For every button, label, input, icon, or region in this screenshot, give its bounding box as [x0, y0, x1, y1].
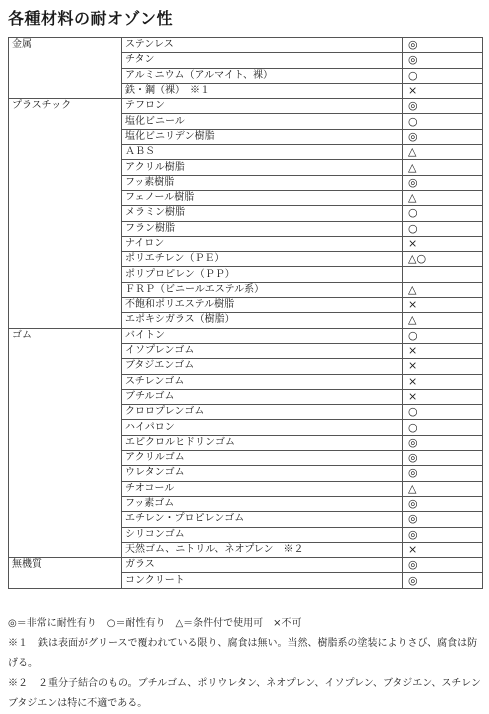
material-cell: ガラス: [122, 558, 403, 573]
material-cell: ポリエチレン（ＰＥ）: [122, 252, 403, 267]
material-cell: ＡＢＳ: [122, 145, 403, 160]
rating-legend: ◎＝非常に耐性有り ○＝耐性有り △＝条件付で使用可 ×不可: [8, 618, 302, 629]
material-cell: ナイロン: [122, 236, 403, 251]
rating-cell: ×: [403, 236, 483, 251]
page-title: 各種材料の耐オゾン性: [8, 9, 174, 28]
table-body: [9, 38, 483, 589]
rating-cell: ◎: [403, 129, 483, 144]
material-cell: エチレン・プロピレンゴム: [122, 512, 403, 527]
category-cell: 金属: [9, 38, 122, 99]
footnote-2: ※２ ２重分子結合のもの。ブチルゴム、ポリウレタン、ネオプレン、イソプレン、ブタジエン、スチレンブタジエンは特に不適である。: [8, 678, 481, 709]
rating-cell: ○: [403, 114, 483, 129]
rating-cell: ◎: [403, 496, 483, 511]
material-cell: ウレタンゴム: [122, 466, 403, 481]
rating-cell: ○: [403, 420, 483, 435]
rating-cell: ○: [403, 221, 483, 236]
rating-cell: ◎: [403, 527, 483, 542]
material-cell: コンクリート: [122, 573, 403, 588]
material-cell: メラミン樹脂: [122, 206, 403, 221]
rating-cell: ○: [403, 206, 483, 221]
rating-cell: ◎: [403, 573, 483, 588]
rating-cell: ×: [403, 83, 483, 98]
material-cell: フェノール樹脂: [122, 190, 403, 205]
material-cell: クロロプレンゴム: [122, 405, 403, 420]
rating-cell: ◎: [403, 558, 483, 573]
rating-cell: ○: [403, 328, 483, 343]
rating-cell: ○: [403, 405, 483, 420]
rating-cell: ◎: [403, 435, 483, 450]
material-cell: ブチルゴム: [122, 389, 403, 404]
material-cell: 天然ゴム、ニトリル、ネオプレン ※２: [122, 542, 403, 557]
rating-cell: ◎: [403, 175, 483, 190]
material-cell: アクリル樹脂: [122, 160, 403, 175]
table-row: [9, 328, 483, 343]
rating-cell: △: [403, 481, 483, 496]
material-cell: 塩化ビニリデン樹脂: [122, 129, 403, 144]
rating-cell: ◎: [403, 53, 483, 68]
ozone-resistance-table: [8, 37, 483, 589]
material-cell: フッ素樹脂: [122, 175, 403, 190]
rating-cell: ×: [403, 542, 483, 557]
rating-cell: ◎: [403, 451, 483, 466]
material-cell: エピクロルヒドリンゴム: [122, 435, 403, 450]
rating-cell: ×: [403, 374, 483, 389]
category-cell: ゴム: [9, 328, 122, 557]
rating-cell: ×: [403, 389, 483, 404]
rating-cell: ○: [403, 68, 483, 83]
footnote-1: ※１ 鉄は表面がグリースで覆われている限り、腐食は無い。当然、樹脂系の塗装によりさび、腐食は防げる。: [8, 638, 478, 669]
rating-cell: △: [403, 145, 483, 160]
material-cell: チタン: [122, 53, 403, 68]
material-cell: バイトン: [122, 328, 403, 343]
table-row: [9, 99, 483, 114]
rating-cell: ◎: [403, 512, 483, 527]
rating-cell: ×: [403, 359, 483, 374]
material-cell: エポキシガラス（樹脂）: [122, 313, 403, 328]
rating-cell: △○: [403, 252, 483, 267]
rating-cell: △: [403, 190, 483, 205]
material-cell: フラン樹脂: [122, 221, 403, 236]
material-cell: アルミニウム（アルマイト、裸）: [122, 68, 403, 83]
material-cell: イソプレンゴム: [122, 343, 403, 358]
category-cell: 無機質: [9, 558, 122, 589]
material-cell: スチレンゴム: [122, 374, 403, 389]
table-row: [9, 558, 483, 573]
material-cell: フッ素ゴム: [122, 496, 403, 511]
material-cell: ブタジエンゴム: [122, 359, 403, 374]
material-cell: 不飽和ポリエステル樹脂: [122, 298, 403, 313]
material-cell: ＦＲＰ（ビニールエステル系）: [122, 282, 403, 297]
rating-cell: △: [403, 282, 483, 297]
material-cell: ハイパロン: [122, 420, 403, 435]
material-cell: アクリルゴム: [122, 451, 403, 466]
rating-cell: ◎: [403, 38, 483, 53]
category-cell: プラスチック: [9, 99, 122, 328]
rating-cell: ◎: [403, 466, 483, 481]
rating-cell: ◎: [403, 99, 483, 114]
rating-cell: △: [403, 160, 483, 175]
table-row: [9, 38, 483, 53]
material-cell: チオコール: [122, 481, 403, 496]
material-cell: ポリプロピレン（ＰＰ）: [122, 267, 403, 282]
material-cell: 塩化ビニール: [122, 114, 403, 129]
material-cell: シリコンゴム: [122, 527, 403, 542]
notes-section: [8, 614, 484, 714]
material-cell: テフロン: [122, 99, 403, 114]
material-cell: 鉄・鋼（裸） ※１: [122, 83, 403, 98]
rating-cell: ×: [403, 298, 483, 313]
material-cell: ステンレス: [122, 38, 403, 53]
rating-cell: △: [403, 313, 483, 328]
rating-cell: [403, 267, 483, 282]
rating-cell: ×: [403, 343, 483, 358]
